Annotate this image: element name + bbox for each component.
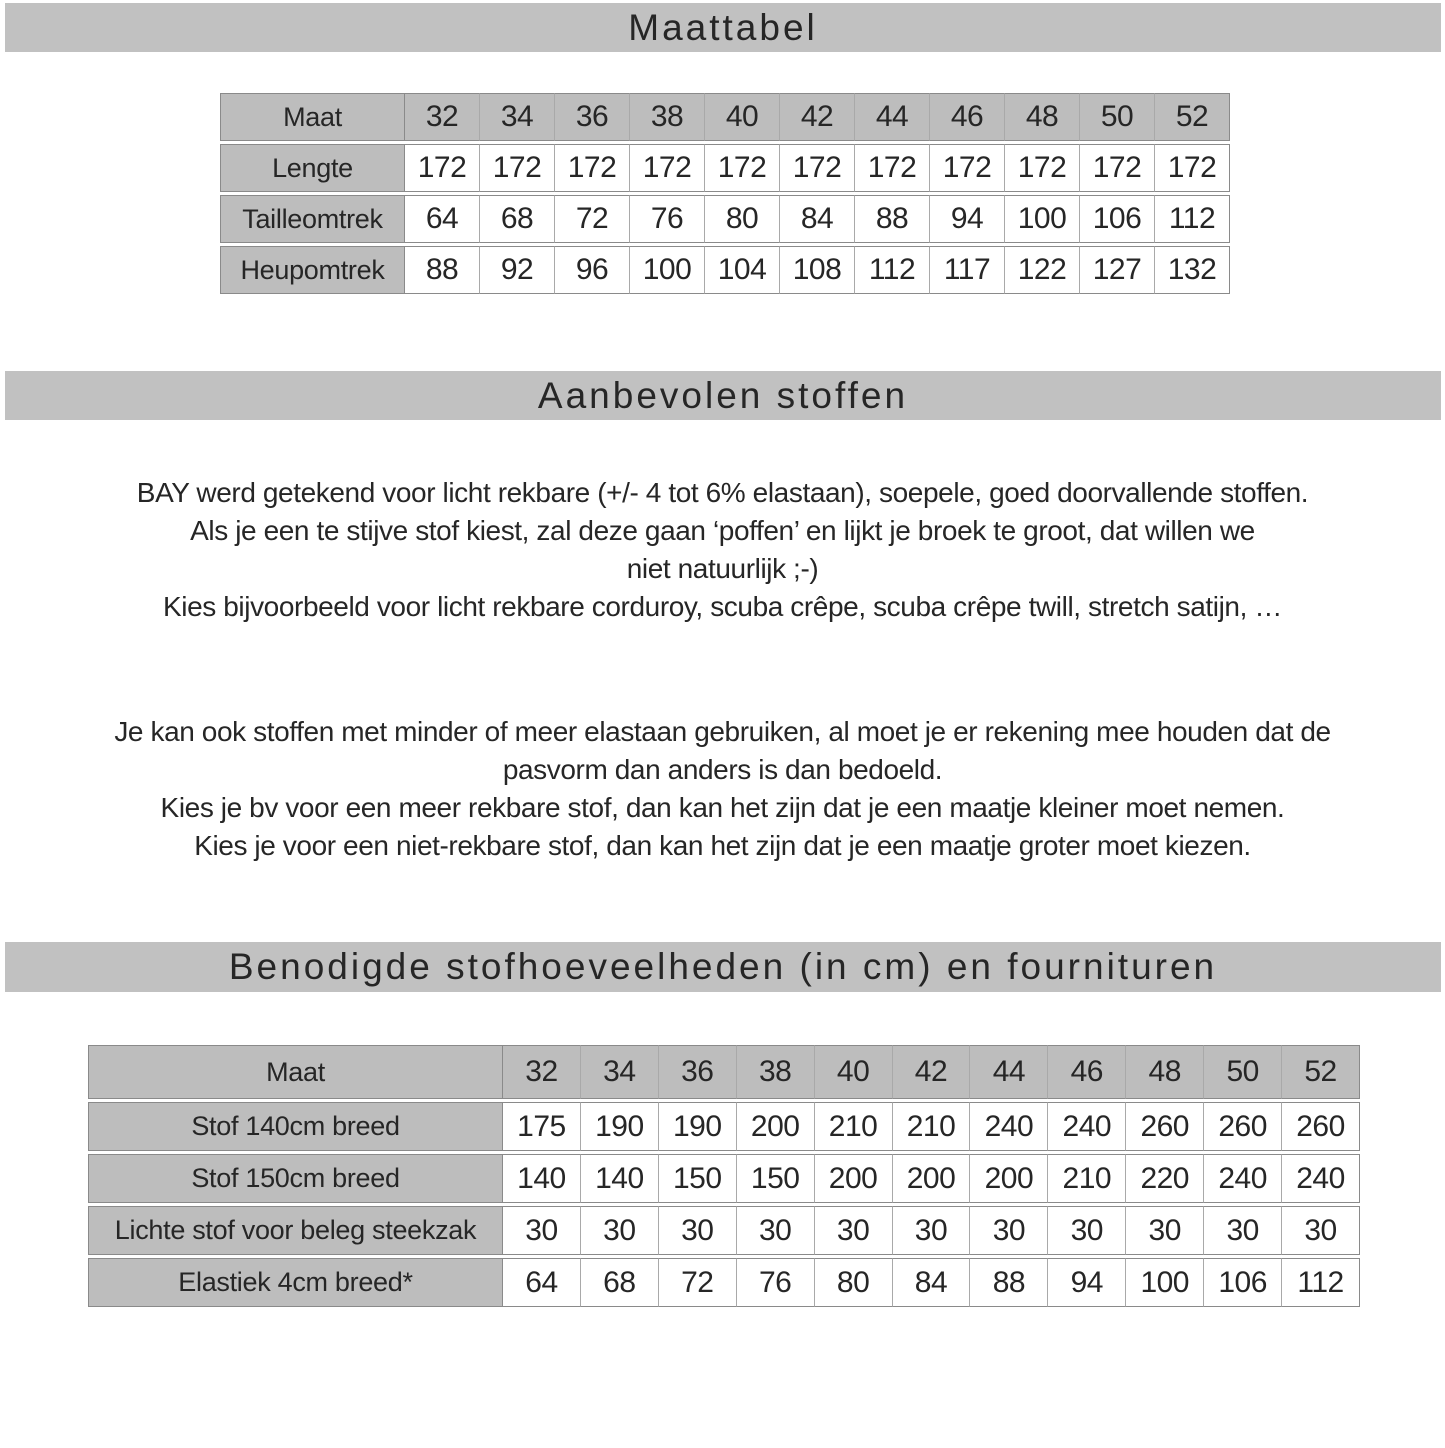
value-cell: 172 bbox=[930, 144, 1005, 192]
value-cell: 172 bbox=[780, 144, 855, 192]
row-label: Stof 140cm breed bbox=[88, 1102, 503, 1151]
value-cell: 260 bbox=[1204, 1102, 1282, 1151]
fabric-advice-paragraph-2 bbox=[0, 713, 1445, 865]
size-header-cell: 40 bbox=[815, 1045, 893, 1099]
size-header-cell: 44 bbox=[970, 1045, 1048, 1099]
value-cell: 190 bbox=[659, 1102, 737, 1151]
value-cell: 122 bbox=[1005, 246, 1080, 294]
paragraph-line: Kies je bv voor een meer rekbare stof, dan kan het zijn dat je een maatje kleiner moet nemen. bbox=[160, 792, 1285, 823]
value-cell: 150 bbox=[659, 1154, 737, 1203]
row-label: Lengte bbox=[220, 144, 405, 192]
value-cell: 112 bbox=[855, 246, 930, 294]
paragraph-line: Als je een te stijve stof kiest, zal deze gaan ‘poffen’ en lijkt je broek te groot, dat willen we bbox=[190, 515, 1255, 546]
value-cell: 112 bbox=[1155, 195, 1230, 243]
size-header-cell: 52 bbox=[1155, 93, 1230, 141]
value-cell: 172 bbox=[555, 144, 630, 192]
size-header-cell: 42 bbox=[780, 93, 855, 141]
value-cell: 100 bbox=[630, 246, 705, 294]
value-cell: 240 bbox=[1048, 1102, 1126, 1151]
value-cell: 30 bbox=[893, 1206, 971, 1255]
value-cell: 30 bbox=[970, 1206, 1048, 1255]
size-header-cell: 32 bbox=[405, 93, 480, 141]
size-header-cell: 48 bbox=[1126, 1045, 1204, 1099]
value-cell: 30 bbox=[659, 1206, 737, 1255]
value-cell: 150 bbox=[737, 1154, 815, 1203]
value-cell: 132 bbox=[1155, 246, 1230, 294]
value-cell: 106 bbox=[1080, 195, 1155, 243]
value-cell: 200 bbox=[893, 1154, 971, 1203]
value-cell: 80 bbox=[815, 1258, 893, 1307]
size-header-cell: 36 bbox=[555, 93, 630, 141]
row-label: Stof 150cm breed bbox=[88, 1154, 503, 1203]
size-header-cell: 36 bbox=[659, 1045, 737, 1099]
size-header-cell: 42 bbox=[893, 1045, 971, 1099]
row-label: Heupomtrek bbox=[220, 246, 405, 294]
value-cell: 172 bbox=[1005, 144, 1080, 192]
size-chart-table bbox=[220, 93, 1230, 294]
value-cell: 30 bbox=[737, 1206, 815, 1255]
value-cell: 172 bbox=[1155, 144, 1230, 192]
value-cell: 84 bbox=[893, 1258, 971, 1307]
size-header-cell: 50 bbox=[1204, 1045, 1282, 1099]
value-cell: 68 bbox=[480, 195, 555, 243]
value-cell: 200 bbox=[815, 1154, 893, 1203]
section-title-benodigdheden: Benodigde stofhoeveelheden (in cm) en fournituren bbox=[228, 946, 1218, 987]
table-header-label: Maat bbox=[88, 1045, 503, 1099]
size-header-cell: 48 bbox=[1005, 93, 1080, 141]
value-cell: 30 bbox=[503, 1206, 581, 1255]
value-cell: 30 bbox=[581, 1206, 659, 1255]
value-cell: 88 bbox=[855, 195, 930, 243]
value-cell: 94 bbox=[930, 195, 1005, 243]
fabric-advice-paragraph-1 bbox=[0, 474, 1445, 626]
value-cell: 30 bbox=[815, 1206, 893, 1255]
fabric-requirements-table bbox=[88, 1045, 1360, 1307]
value-cell: 140 bbox=[581, 1154, 659, 1203]
value-cell: 80 bbox=[705, 195, 780, 243]
value-cell: 127 bbox=[1080, 246, 1155, 294]
paragraph-line: niet natuurlijk ;-) bbox=[626, 553, 819, 584]
value-cell: 112 bbox=[1282, 1258, 1360, 1307]
size-header-cell: 38 bbox=[737, 1045, 815, 1099]
value-cell: 210 bbox=[1048, 1154, 1126, 1203]
section-bar-benodigdheden bbox=[5, 942, 1441, 992]
size-header-cell: 46 bbox=[930, 93, 1005, 141]
value-cell: 30 bbox=[1048, 1206, 1126, 1255]
paragraph-line: BAY werd getekend voor licht rekbare (+/- 4 tot 6% elastaan), soepele, goed doorvallende stoffen. bbox=[136, 477, 1309, 508]
value-cell: 240 bbox=[1204, 1154, 1282, 1203]
value-cell: 30 bbox=[1126, 1206, 1204, 1255]
value-cell: 108 bbox=[780, 246, 855, 294]
size-header-cell: 46 bbox=[1048, 1045, 1126, 1099]
value-cell: 104 bbox=[705, 246, 780, 294]
size-header-cell: 38 bbox=[630, 93, 705, 141]
size-header-cell: 52 bbox=[1282, 1045, 1360, 1099]
row-label: Lichte stof voor beleg steekzak bbox=[88, 1206, 503, 1255]
value-cell: 64 bbox=[405, 195, 480, 243]
value-cell: 76 bbox=[630, 195, 705, 243]
size-header-cell: 50 bbox=[1080, 93, 1155, 141]
paragraph-line: pasvorm dan anders is dan bedoeld. bbox=[502, 754, 943, 785]
row-label: Tailleomtrek bbox=[220, 195, 405, 243]
section-bar-maattabel bbox=[5, 3, 1441, 52]
value-cell: 260 bbox=[1126, 1102, 1204, 1151]
value-cell: 94 bbox=[1048, 1258, 1126, 1307]
value-cell: 172 bbox=[630, 144, 705, 192]
value-cell: 200 bbox=[970, 1154, 1048, 1203]
value-cell: 200 bbox=[737, 1102, 815, 1151]
value-cell: 68 bbox=[581, 1258, 659, 1307]
value-cell: 210 bbox=[815, 1102, 893, 1151]
value-cell: 220 bbox=[1126, 1154, 1204, 1203]
size-header-cell: 34 bbox=[480, 93, 555, 141]
value-cell: 106 bbox=[1204, 1258, 1282, 1307]
value-cell: 210 bbox=[893, 1102, 971, 1151]
paragraph-line: Je kan ook stoffen met minder of meer elastaan gebruiken, al moet je er rekening mee houden dat de bbox=[114, 716, 1331, 747]
size-header-cell: 44 bbox=[855, 93, 930, 141]
table-header-label: Maat bbox=[220, 93, 405, 141]
value-cell: 96 bbox=[555, 246, 630, 294]
value-cell: 172 bbox=[480, 144, 555, 192]
size-header-cell: 32 bbox=[503, 1045, 581, 1099]
size-header-cell: 40 bbox=[705, 93, 780, 141]
value-cell: 72 bbox=[659, 1258, 737, 1307]
section-title-maattabel: Maattabel bbox=[628, 6, 818, 48]
value-cell: 172 bbox=[1080, 144, 1155, 192]
value-cell: 30 bbox=[1282, 1206, 1360, 1255]
value-cell: 240 bbox=[970, 1102, 1048, 1151]
value-cell: 100 bbox=[1005, 195, 1080, 243]
row-label: Elastiek 4cm breed* bbox=[88, 1258, 503, 1307]
value-cell: 88 bbox=[405, 246, 480, 294]
value-cell: 88 bbox=[970, 1258, 1048, 1307]
value-cell: 64 bbox=[503, 1258, 581, 1307]
value-cell: 240 bbox=[1282, 1154, 1360, 1203]
paragraph-line: Kies bijvoorbeeld voor licht rekbare corduroy, scuba crêpe, scuba crêpe twill, stretch satijn, … bbox=[163, 591, 1282, 622]
value-cell: 100 bbox=[1126, 1258, 1204, 1307]
value-cell: 76 bbox=[737, 1258, 815, 1307]
section-title-stoffen: Aanbevolen stoffen bbox=[537, 374, 909, 416]
value-cell: 72 bbox=[555, 195, 630, 243]
value-cell: 172 bbox=[855, 144, 930, 192]
value-cell: 117 bbox=[930, 246, 1005, 294]
value-cell: 92 bbox=[480, 246, 555, 294]
value-cell: 260 bbox=[1282, 1102, 1360, 1151]
paragraph-line: Kies je voor een niet-rekbare stof, dan kan het zijn dat je een maatje groter moet kiezen. bbox=[194, 830, 1251, 861]
value-cell: 140 bbox=[503, 1154, 581, 1203]
value-cell: 190 bbox=[581, 1102, 659, 1151]
value-cell: 172 bbox=[405, 144, 480, 192]
section-bar-stoffen bbox=[5, 371, 1441, 420]
value-cell: 172 bbox=[705, 144, 780, 192]
size-header-cell: 34 bbox=[581, 1045, 659, 1099]
value-cell: 30 bbox=[1204, 1206, 1282, 1255]
value-cell: 84 bbox=[780, 195, 855, 243]
value-cell: 175 bbox=[503, 1102, 581, 1151]
